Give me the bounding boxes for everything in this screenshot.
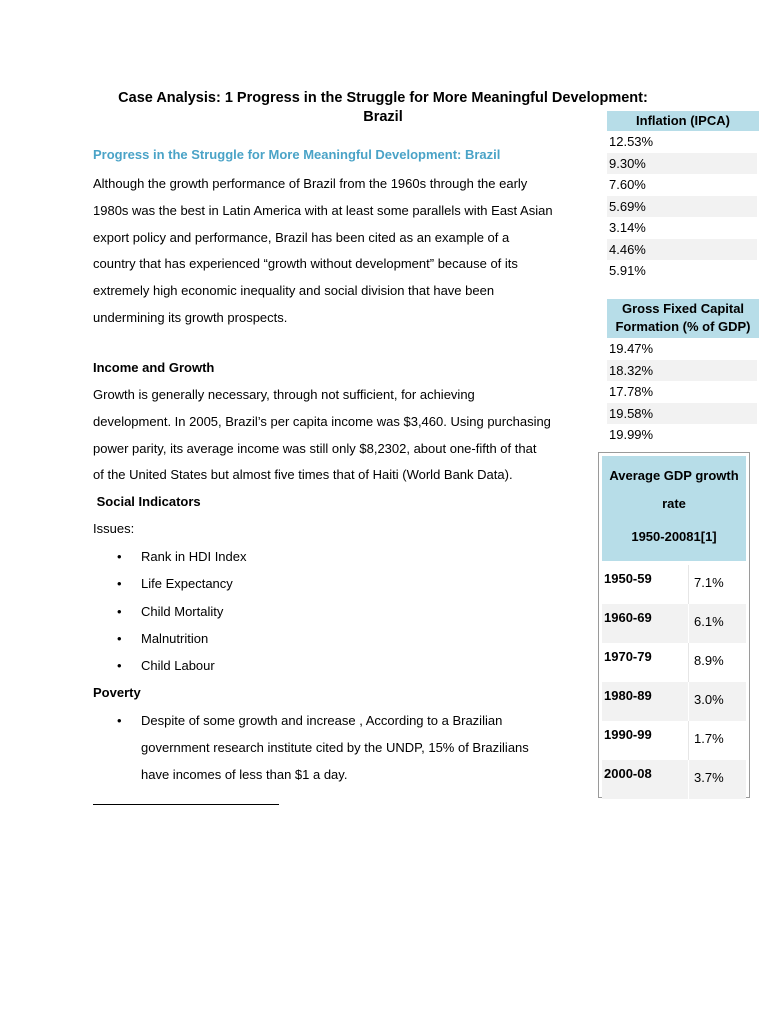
period-cell: 2000-08 [604, 766, 652, 781]
gfcf-header-line: Formation (% of GDP) [615, 319, 751, 334]
intro-paragraph [93, 171, 598, 332]
income-line: of the United States but almost five times that of Haiti (World Bank Data). [93, 467, 513, 483]
cell-divider [688, 565, 689, 604]
inflation-value: 5.91% [609, 263, 646, 278]
gdp-growth-header [602, 456, 746, 561]
table-row [602, 604, 746, 643]
inflation-value: 4.46% [607, 239, 757, 261]
poverty-heading: Poverty [93, 685, 141, 700]
list-item: • Child Labour [93, 652, 247, 679]
issues-label: Issues: [93, 521, 135, 536]
intro-line: export policy and performance, Brazil has been cited as an example of a [93, 229, 510, 245]
inflation-value: 3.14% [609, 220, 646, 235]
gdp-header-line: rate [662, 496, 686, 511]
gdp-header-line: 1950-20081[1] [631, 529, 717, 544]
gfcf-value: 17.78% [609, 384, 654, 399]
gfcf-value: 19.99% [609, 427, 654, 442]
rate-cell: 7.1% [694, 575, 724, 590]
list-item: • Rank in HDI Index [93, 543, 247, 570]
intro-line: Although the growth performance of Brazil from the 1960s through the early [93, 176, 528, 191]
issues-list [93, 543, 247, 679]
cell-divider [688, 721, 689, 760]
gfcf-value: 18.32% [607, 360, 757, 382]
income-line: power parity, its average income was still only $8,2302, about one-fifth of that [93, 440, 537, 456]
gfcf-value: 19.58% [607, 403, 757, 425]
page-title-line-1: Case Analysis: 1 Progress in the Struggle for More Meaningful Development: [118, 90, 648, 106]
income-growth-heading: Income and Growth [93, 360, 215, 375]
cell-divider [688, 760, 689, 799]
rate-cell: 3.0% [694, 692, 724, 707]
table-row [602, 565, 746, 604]
poverty-list [93, 708, 529, 788]
list-item: • Life Expectancy [93, 570, 247, 597]
page-title-line-2: Brazil [363, 109, 403, 125]
list-item: • Malnutrition [93, 625, 247, 652]
list-item: • Child Mortality [93, 598, 247, 625]
inflation-header: Inflation (IPCA) [607, 111, 759, 131]
inflation-list [607, 131, 757, 282]
rate-cell: 6.1% [694, 614, 724, 629]
rate-cell: 8.9% [694, 653, 724, 668]
page-title [88, 89, 678, 127]
cell-divider [688, 604, 689, 643]
intro-line: 1980s was the best in Latin America with at least some parallels with East Asian [93, 202, 553, 218]
intro-line: extremely high economic inequality and social division that have been [93, 283, 495, 299]
period-cell: 1980-89 [604, 688, 652, 703]
rate-cell: 3.7% [694, 770, 724, 785]
social-indicators-heading: Social Indicators [93, 494, 201, 509]
income-line: Growth is generally necessary, through not sufficient, for achieving [93, 387, 475, 402]
period-cell: 1990-99 [604, 727, 652, 742]
period-cell: 1960-69 [604, 610, 652, 625]
gfcf-value: 19.47% [609, 341, 654, 356]
rate-cell: 1.7% [694, 731, 724, 746]
inflation-value: 12.53% [609, 134, 654, 149]
table-row [602, 721, 746, 760]
gfcf-list [607, 338, 757, 446]
period-cell: 1970-79 [604, 649, 652, 664]
gfcf-header [607, 299, 759, 338]
footnote-separator [93, 804, 279, 805]
section-subtitle: Progress in the Struggle for More Meaningful Development: Brazil [93, 147, 501, 162]
poverty-line: have incomes of less than $1 a day. [141, 766, 348, 782]
poverty-line: government research institute cited by the UNDP, 15% of Brazilians [141, 739, 529, 755]
income-paragraph [93, 382, 598, 489]
gdp-growth-table [598, 452, 750, 798]
poverty-line: • Despite of some growth and increase , According to a Brazilian [141, 713, 503, 728]
cell-divider [688, 682, 689, 721]
inflation-value: 7.60% [609, 177, 646, 192]
cell-divider [688, 643, 689, 682]
table-row [602, 682, 746, 721]
intro-line: undermining its growth prospects. [93, 309, 288, 325]
table-row [602, 643, 746, 682]
gdp-growth-rows [602, 565, 746, 799]
inflation-value: 9.30% [607, 153, 757, 175]
income-line: development. In 2005, Brazil’s per capita income was $3,460. Using purchasing [93, 413, 551, 429]
list-item [93, 708, 529, 788]
intro-line: country that has experienced “growth without development” because of its [93, 256, 518, 272]
gfcf-header-line: Gross Fixed Capital [621, 301, 745, 316]
table-row [602, 760, 746, 799]
period-cell: 1950-59 [604, 571, 652, 586]
gdp-header-line: Average GDP growth [609, 468, 739, 483]
inflation-value: 5.69% [607, 196, 757, 218]
